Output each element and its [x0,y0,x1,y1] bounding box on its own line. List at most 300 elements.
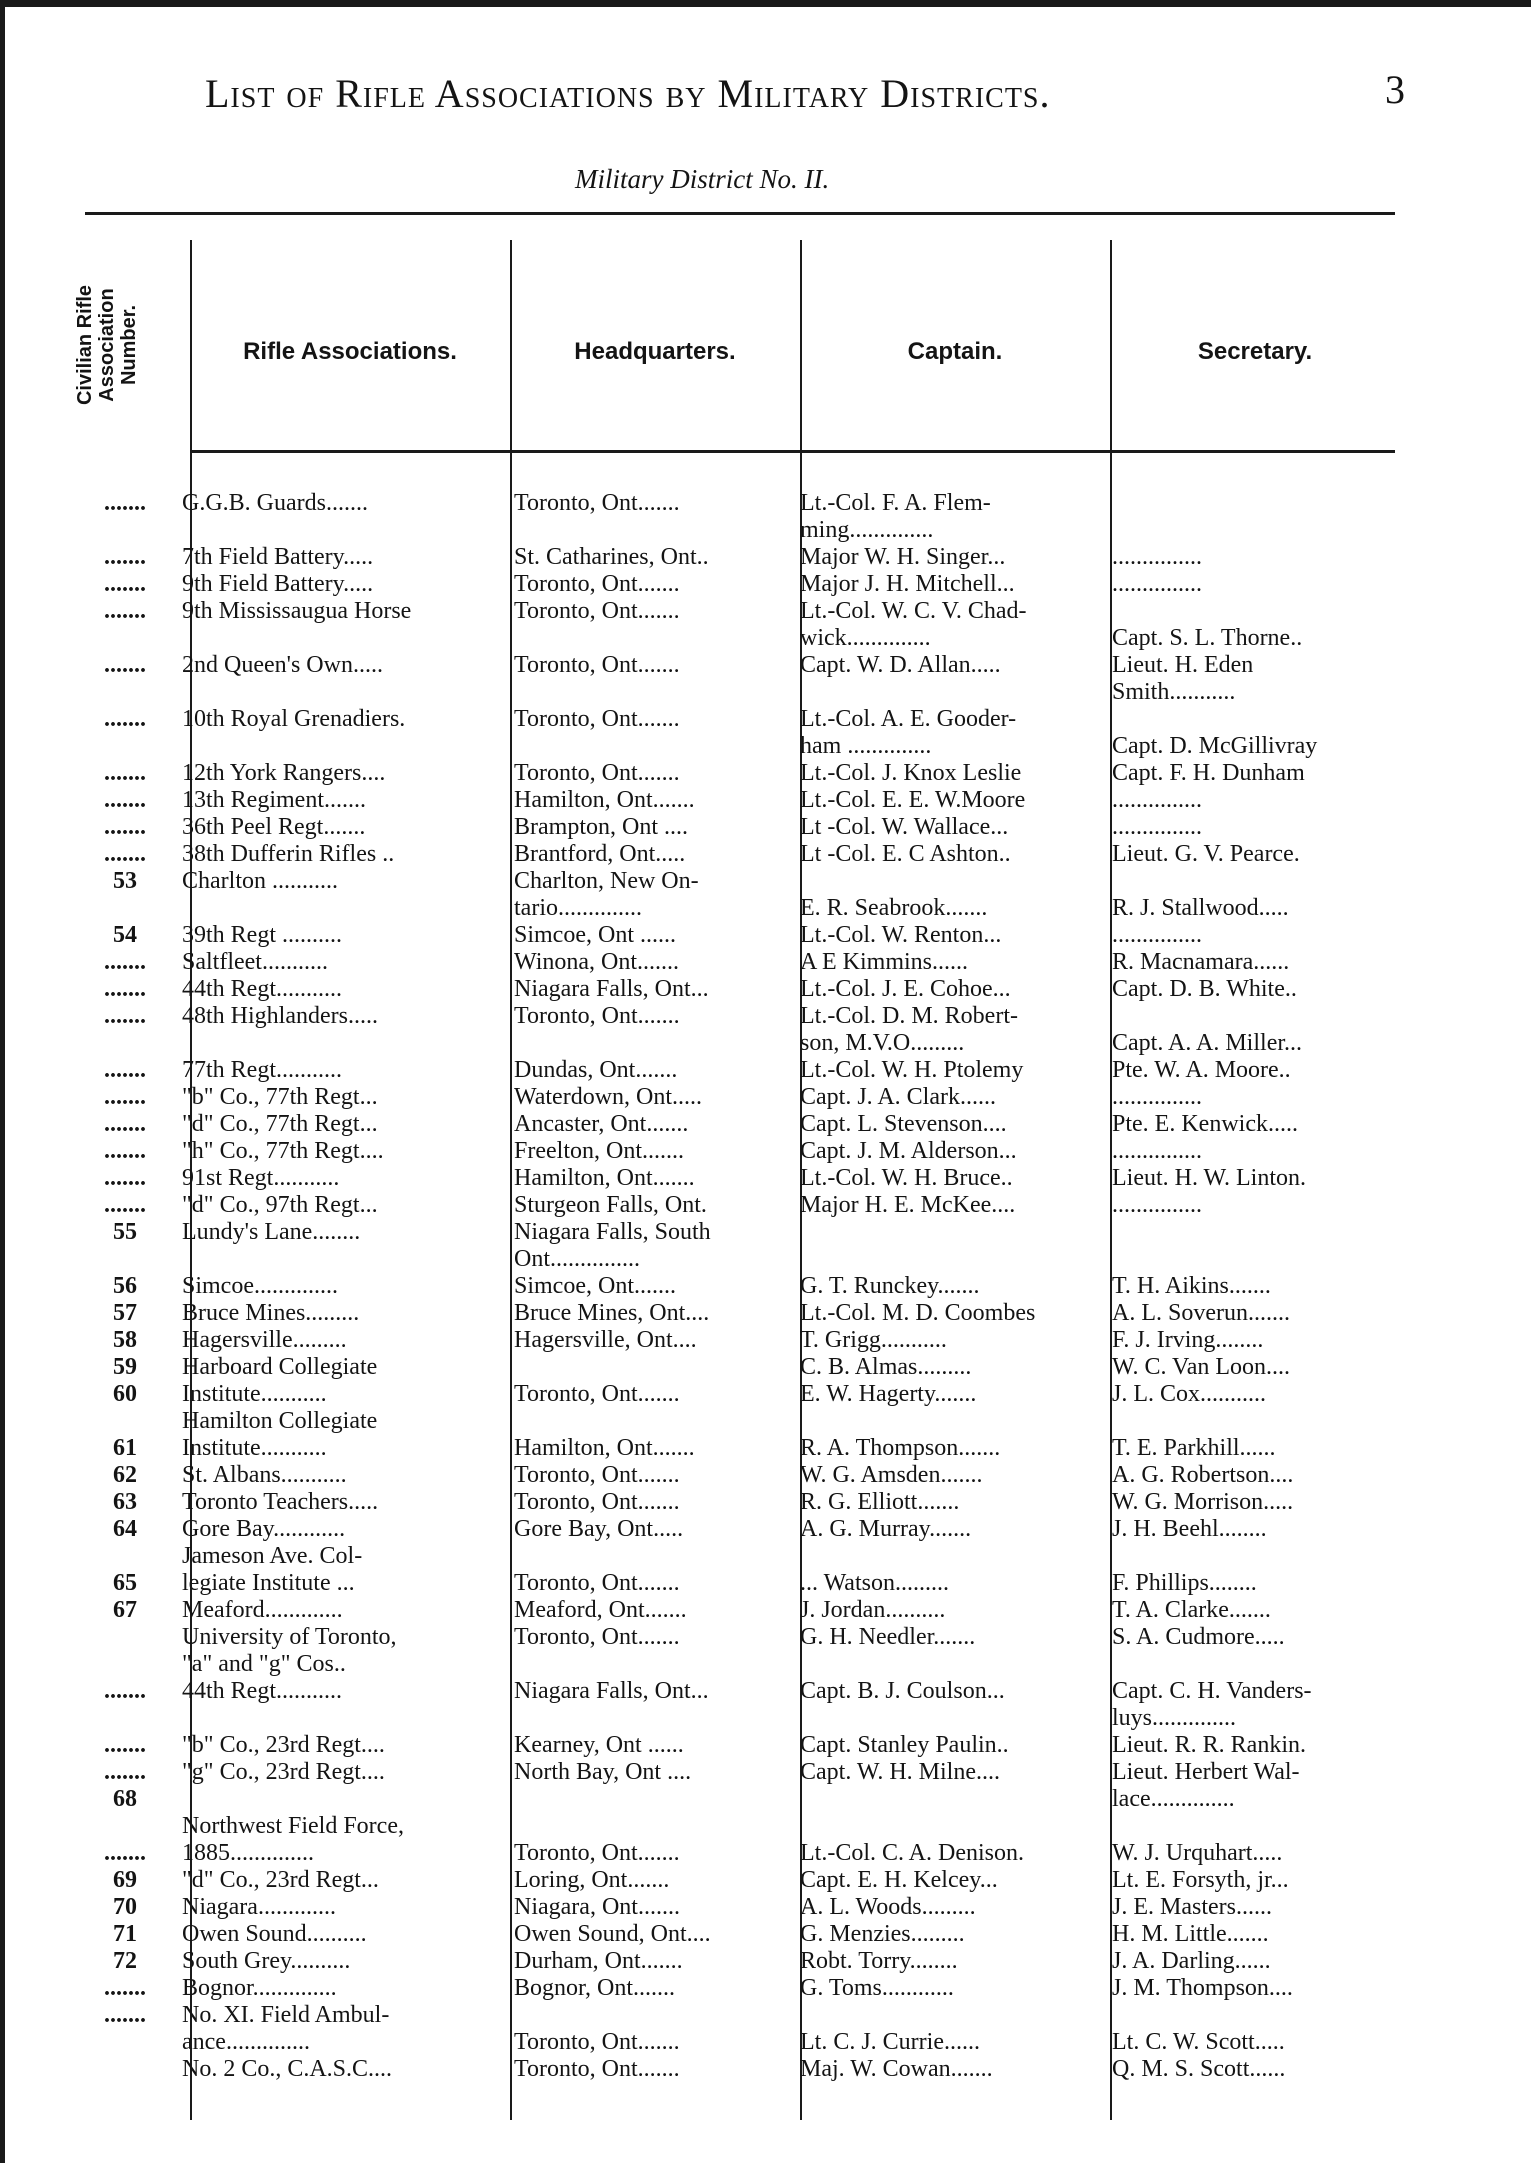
captain: G. T. Runckey....... [800,1273,980,1299]
table-row [0,517,1531,544]
headquarters: Niagara, Ont....... [514,1894,680,1920]
table-row [0,1840,1531,1867]
headquarters: Bruce Mines, Ont.... [514,1300,710,1326]
table-row [0,1111,1531,1138]
row-number: ....... [104,949,146,975]
row-number: ....... [104,814,146,840]
table-row [0,760,1531,787]
captain: Capt. J. M. Alderson... [800,1138,1017,1164]
headquarters: Toronto, Ont....... [514,1489,680,1515]
header-number: Civilian Rifle Association Number. [74,284,140,406]
row-number: 69 [113,1867,137,1893]
headquarters: Owen Sound, Ont.... [514,1921,711,1947]
headquarters: Toronto, Ont....... [514,598,680,624]
captain: Major J. H. Mitchell... [800,571,1015,597]
secretary: J. L. Cox........... [1112,1381,1267,1407]
table-row [0,949,1531,976]
row-number: ....... [104,571,146,597]
captain: Major H. E. McKee.... [800,1192,1016,1218]
secretary: ............... [1112,787,1202,813]
association-name: "d" Co., 77th Regt... [182,1111,378,1137]
secretary: Lieut. R. R. Rankin. [1112,1732,1306,1758]
captain: Capt. L. Stevenson.... [800,1111,1007,1137]
table-row [0,1327,1531,1354]
headquarters: Sturgeon Falls, Ont. [514,1192,707,1218]
association-name: Jameson Ave. Col- [182,1543,363,1569]
secretary: lace.............. [1112,1786,1235,1812]
captain: Lt.-Col. W. H. Bruce.. [800,1165,1013,1191]
captain: Lt -Col. W. Wallace... [800,814,1009,840]
captain: Robt. Torry........ [800,1948,958,1974]
table-top-rule [85,212,1395,215]
district-subtitle: Military District No. II. [575,164,830,194]
secretary: Capt. C. H. Vanders- [1112,1678,1312,1704]
association-name: "b" Co., 77th Regt... [182,1084,378,1110]
captain: Lt.-Col. D. M. Robert- [800,1003,1018,1029]
captain: R. A. Thompson....... [800,1435,1001,1461]
row-number: 61 [113,1435,137,1461]
row-number: ....... [104,760,146,786]
association-name: Institute........... [182,1381,327,1407]
association-name: "g" Co., 23rd Regt.... [182,1759,385,1785]
table-row [0,1732,1531,1759]
table-row [0,1651,1531,1678]
captain: Capt. E. H. Kelcey... [800,1867,998,1893]
table-row [0,571,1531,598]
table-row [0,1543,1531,1570]
secretary: Capt. S. L. Thorne.. [1112,625,1303,651]
captain: Lt.-Col. W. C. V. Chad- [800,598,1027,624]
row-number: 64 [113,1516,137,1542]
headquarters: tario.............. [514,895,642,921]
captain: Capt. B. J. Coulson... [800,1678,1005,1704]
association-name: Harboard Collegiate [182,1354,378,1380]
table-row [0,490,1531,517]
table-row [0,1165,1531,1192]
table-row [0,868,1531,895]
table-row [0,1300,1531,1327]
association-name: 1885.............. [182,1840,314,1866]
headquarters: Dundas, Ont....... [514,1057,678,1083]
row-number: ....... [104,1165,146,1191]
secretary: Capt. D. McGillivray [1112,733,1318,759]
headquarters: Loring, Ont....... [514,1867,670,1893]
captain: Lt -Col. E. C Ashton.. [800,841,1011,867]
association-name: Toronto Teachers..... [182,1489,379,1515]
secretary: W. C. Van Loon.... [1112,1354,1291,1380]
association-name: 48th Highlanders..... [182,1003,378,1029]
association-name: "a" and "g" Cos.. [182,1651,346,1677]
secretary: A. L. Soverun....... [1112,1300,1290,1326]
headquarters: St. Catharines, Ont.. [514,544,709,570]
row-number: ....... [104,706,146,732]
secretary: luys.............. [1112,1705,1237,1731]
association-name: "b" Co., 23rd Regt.... [182,1732,385,1758]
association-name: No. XI. Field Ambul- [182,2002,390,2028]
association-name: University of Toronto, [182,1624,397,1650]
table-row [0,598,1531,625]
table-row [0,1030,1531,1057]
association-name: Hagersville......... [182,1327,347,1353]
table-body [0,490,1531,2083]
header-bottom-rule [190,450,1395,453]
captain: A. L. Woods......... [800,1894,976,1920]
secretary: Pte. W. A. Moore.. [1112,1057,1291,1083]
row-number: ....... [104,1084,146,1110]
headquarters: Meaford, Ont....... [514,1597,687,1623]
headquarters: Toronto, Ont....... [514,490,680,516]
table-row [0,1381,1531,1408]
secretary: Capt. D. B. White.. [1112,976,1297,1002]
table-row [0,625,1531,652]
headquarters: Toronto, Ont....... [514,2056,680,2082]
captain: Lt.-Col. M. D. Coombes [800,1300,1036,1326]
headquarters: Toronto, Ont....... [514,1570,680,1596]
captain: ming.............. [800,517,934,543]
row-number: 59 [113,1354,137,1380]
table-row [0,1597,1531,1624]
headquarters: Niagara Falls, Ont... [514,976,709,1002]
headquarters: Toronto, Ont....... [514,1381,680,1407]
association-name: G.G.B. Guards....... [182,490,368,516]
association-name: Bruce Mines......... [182,1300,360,1326]
secretary: R. Macnamara...... [1112,949,1290,975]
table-row [0,1354,1531,1381]
row-number: ....... [104,1759,146,1785]
row-number: 63 [113,1489,137,1515]
table-row [0,1759,1531,1786]
table-row [0,1975,1531,2002]
association-name: 36th Peel Regt....... [182,814,366,840]
secretary: J. A. Darling...... [1112,1948,1271,1974]
association-name: South Grey.......... [182,1948,351,1974]
association-name: 7th Field Battery..... [182,544,374,570]
table-row [0,1489,1531,1516]
headquarters: Charlton, New On- [514,868,699,894]
headquarters: Hagersville, Ont.... [514,1327,697,1353]
association-name: Hamilton Collegiate [182,1408,378,1434]
secretary: Capt. F. H. Dunham [1112,760,1305,786]
association-name: 44th Regt........... [182,976,342,1002]
secretary: ............... [1112,1192,1202,1218]
association-name: 2nd Queen's Own..... [182,652,383,678]
captain: J. Jordan.......... [800,1597,946,1623]
row-number: 70 [113,1894,137,1920]
table-row [0,1867,1531,1894]
captain: ... Watson......... [800,1570,949,1596]
row-number: ....... [104,2002,146,2028]
page-number: 3 [1385,67,1405,112]
top-border [0,0,1531,7]
headquarters: Simcoe, Ont ...... [514,922,676,948]
row-number: ....... [104,1057,146,1083]
captain: Capt. W. H. Milne.... [800,1759,1001,1785]
headquarters: Ont............... [514,1246,640,1272]
row-number: ....... [104,841,146,867]
row-number: 65 [113,1570,137,1596]
header-captain: Captain. [907,338,1003,365]
captain: G. Menzies......... [800,1921,965,1947]
secretary: A. G. Robertson.... [1112,1462,1294,1488]
headquarters: Toronto, Ont....... [514,571,680,597]
secretary: Pte. E. Kenwick..... [1112,1111,1298,1137]
headquarters: Kearney, Ont ...... [514,1732,684,1758]
table-row [0,1948,1531,1975]
association-name: Meaford............. [182,1597,343,1623]
headquarters: Toronto, Ont....... [514,760,680,786]
association-name: St. Albans........... [182,1462,347,1488]
secretary: ............... [1112,1138,1202,1164]
table-row [0,1273,1531,1300]
association-name: Niagara............. [182,1894,336,1920]
association-name: Owen Sound.......... [182,1921,367,1947]
table-row [0,1921,1531,1948]
secretary: ............... [1112,814,1202,840]
secretary: Lieut. Herbert Wal- [1112,1759,1300,1785]
captain: G. Toms............ [800,1975,954,2001]
association-name: 44th Regt........... [182,1678,342,1704]
header-headquarters: Headquarters. [574,338,736,365]
row-number: 60 [113,1381,137,1407]
table-row [0,1084,1531,1111]
row-number: 55 [113,1219,137,1245]
headquarters: Brampton, Ont .... [514,814,688,840]
table-row [0,1219,1531,1246]
row-number: ....... [104,976,146,1002]
captain: Lt.-Col. E. E. W.Moore [800,787,1026,813]
headquarters: Winona, Ont....... [514,949,680,975]
table-row [0,1786,1531,1813]
captain: wick.............. [800,625,931,651]
table-row [0,1138,1531,1165]
table-row [0,2056,1531,2083]
captain: Maj. W. Cowan....... [800,2056,993,2082]
table-row [0,652,1531,679]
row-number: ....... [104,1975,146,2001]
table-row [0,922,1531,949]
secretary: H. M. Little....... [1112,1921,1269,1947]
secretary: Lt. E. Forsyth, jr... [1112,1867,1289,1893]
secretary: ............... [1112,544,1202,570]
row-number: ....... [104,652,146,678]
table-row [0,976,1531,1003]
association-name: 77th Regt........... [182,1057,342,1083]
table-row [0,2029,1531,2056]
secretary: T. H. Aikins....... [1112,1273,1271,1299]
secretary: J. H. Beehl........ [1112,1516,1267,1542]
captain: Lt.-Col. W. Renton... [800,922,1002,948]
secretary: ............... [1112,922,1202,948]
captain: A. G. Murray....... [800,1516,972,1542]
secretary: J. M. Thompson.... [1112,1975,1293,2001]
row-number: 58 [113,1327,137,1353]
row-number: 71 [113,1921,137,1947]
row-number: ....... [104,1678,146,1704]
headquarters: Hamilton, Ont....... [514,1165,695,1191]
row-number: 54 [113,922,137,948]
headquarters: Niagara Falls, South [514,1219,711,1245]
captain: A E Kimmins...... [800,949,969,975]
table-row [0,814,1531,841]
row-number: 57 [113,1300,137,1326]
association-name: 39th Regt .......... [182,922,342,948]
secretary: Lieut. H. W. Linton. [1112,1165,1306,1191]
captain: ham .............. [800,733,932,759]
table-row [0,787,1531,814]
row-number: ....... [104,1840,146,1866]
table-row [0,1705,1531,1732]
table-row [0,1003,1531,1030]
table-row [0,1624,1531,1651]
association-name: 13th Regiment....... [182,787,366,813]
captain: Capt. J. A. Clark...... [800,1084,996,1110]
row-number: ....... [104,1003,146,1029]
association-name: Bognor.............. [182,1975,337,2001]
secretary: ............... [1112,571,1202,597]
headquarters: Ancaster, Ont....... [514,1111,689,1137]
header-secretary: Secretary. [1197,338,1313,365]
headquarters: Toronto, Ont....... [514,1462,680,1488]
association-name: Northwest Field Force, [182,1813,404,1839]
captain: Major W. H. Singer... [800,544,1006,570]
headquarters: Toronto, Ont....... [514,1624,680,1650]
captain: G. H. Needler....... [800,1624,976,1650]
table-row [0,1678,1531,1705]
headquarters: Toronto, Ont....... [514,1003,680,1029]
row-number: ....... [104,490,146,516]
association-name: "d" Co., 23rd Regt... [182,1867,379,1893]
table-row [0,895,1531,922]
association-name: "h" Co., 77th Regt.... [182,1138,384,1164]
association-name: Simcoe.............. [182,1273,338,1299]
headquarters: Brantford, Ont..... [514,841,686,867]
secretary: Lieut. G. V. Pearce. [1112,841,1300,867]
row-number: 56 [113,1273,137,1299]
table-row [0,1462,1531,1489]
secretary: J. E. Masters...... [1112,1894,1272,1920]
captain: Lt.-Col. J. Knox Leslie [800,760,1022,786]
captain: E. W. Hagerty....... [800,1381,977,1407]
captain: C. B. Almas......... [800,1354,972,1380]
association-name: 9th Mississaugua Horse [182,598,412,624]
captain: Capt. Stanley Paulin.. [800,1732,1009,1758]
headquarters: Hamilton, Ont....... [514,1435,695,1461]
captain: Lt.-Col. C. A. Denison. [800,1840,1025,1866]
secretary: W. G. Morrison..... [1112,1489,1294,1515]
association-name: Charlton ........... [182,868,338,894]
headquarters: Durham, Ont....... [514,1948,683,1974]
captain: Capt. W. D. Allan..... [800,652,1001,678]
row-number: ....... [104,1138,146,1164]
secretary: Capt. A. A. Miller... [1112,1030,1303,1056]
table-row [0,1894,1531,1921]
secretary: W. J. Urquhart..... [1112,1840,1283,1866]
table-row [0,1246,1531,1273]
row-number: ....... [104,1732,146,1758]
row-number: 62 [113,1462,137,1488]
table-row [0,1057,1531,1084]
headquarters: Hamilton, Ont....... [514,787,695,813]
table-row [0,544,1531,571]
association-name: "d" Co., 97th Regt... [182,1192,378,1218]
association-name: ance.............. [182,2029,310,2055]
row-number: 53 [113,868,137,894]
association-name: Institute........... [182,1435,327,1461]
row-number: ....... [104,544,146,570]
table-row [0,1192,1531,1219]
headquarters: Toronto, Ont....... [514,1840,680,1866]
association-name: No. 2 Co., C.A.S.C.... [182,2056,393,2082]
headquarters: Toronto, Ont....... [514,706,680,732]
headquarters: Toronto, Ont....... [514,652,680,678]
table-row [0,1435,1531,1462]
headquarters: Niagara Falls, Ont... [514,1678,709,1704]
captain: Lt.-Col. A. E. Gooder- [800,706,1017,732]
secretary: R. J. Stallwood..... [1112,895,1289,921]
captain: T. Grigg........... [800,1327,947,1353]
secretary: Lt. C. W. Scott..... [1112,2029,1285,2055]
secretary: S. A. Cudmore..... [1112,1624,1285,1650]
table-row [0,1408,1531,1435]
headquarters: Waterdown, Ont..... [514,1084,703,1110]
table-row [0,2002,1531,2029]
association-name: 38th Dufferin Rifles .. [182,841,395,867]
secretary: Q. M. S. Scott...... [1112,2056,1286,2082]
table-row [0,1813,1531,1840]
captain: W. G. Amsden....... [800,1462,983,1488]
header-rifle-associations: Rifle Associations. [243,338,457,365]
captain: son, M.V.O......... [800,1030,965,1056]
association-name: 12th York Rangers.... [182,760,386,786]
table-row [0,733,1531,760]
captain: Lt.-Col. F. A. Flem- [800,490,991,516]
secretary: ............... [1112,1084,1202,1110]
captain: R. G. Elliott....... [800,1489,960,1515]
headquarters: Toronto, Ont....... [514,2029,680,2055]
row-number: 72 [113,1948,137,1974]
table-row [0,841,1531,868]
association-name: 91st Regt........... [182,1165,340,1191]
captain: E. R. Seabrook....... [800,895,988,921]
association-name: Lundy's Lane........ [182,1219,361,1245]
table-row [0,679,1531,706]
secretary: Smith........... [1112,679,1236,705]
secretary: F. Phillips........ [1112,1570,1257,1596]
association-name: Gore Bay............ [182,1516,346,1542]
headquarters: Freelton, Ont....... [514,1138,684,1164]
headquarters: North Bay, Ont .... [514,1759,692,1785]
secretary: F. J. Irving........ [1112,1327,1264,1353]
secretary: T. A. Clarke....... [1112,1597,1271,1623]
secretary: T. E. Parkhill...... [1112,1435,1276,1461]
association-name: legiate Institute ... [182,1570,355,1596]
row-number: 68 [113,1786,137,1812]
table-row [0,1570,1531,1597]
row-number: 67 [113,1597,137,1623]
association-name: 10th Royal Grenadiers. [182,706,406,732]
table-row [0,1516,1531,1543]
headquarters: Bognor, Ont....... [514,1975,676,2001]
row-number: ....... [104,598,146,624]
headquarters: Simcoe, Ont....... [514,1273,676,1299]
row-number: ....... [104,1111,146,1137]
row-number: ....... [104,787,146,813]
table-row [0,706,1531,733]
captain: Lt. C. J. Currie...... [800,2029,980,2055]
page-title: List of Rifle Associations by Military Districts. [205,71,1051,116]
row-number: ....... [104,1192,146,1218]
secretary: Lieut. H. Eden [1112,652,1254,678]
